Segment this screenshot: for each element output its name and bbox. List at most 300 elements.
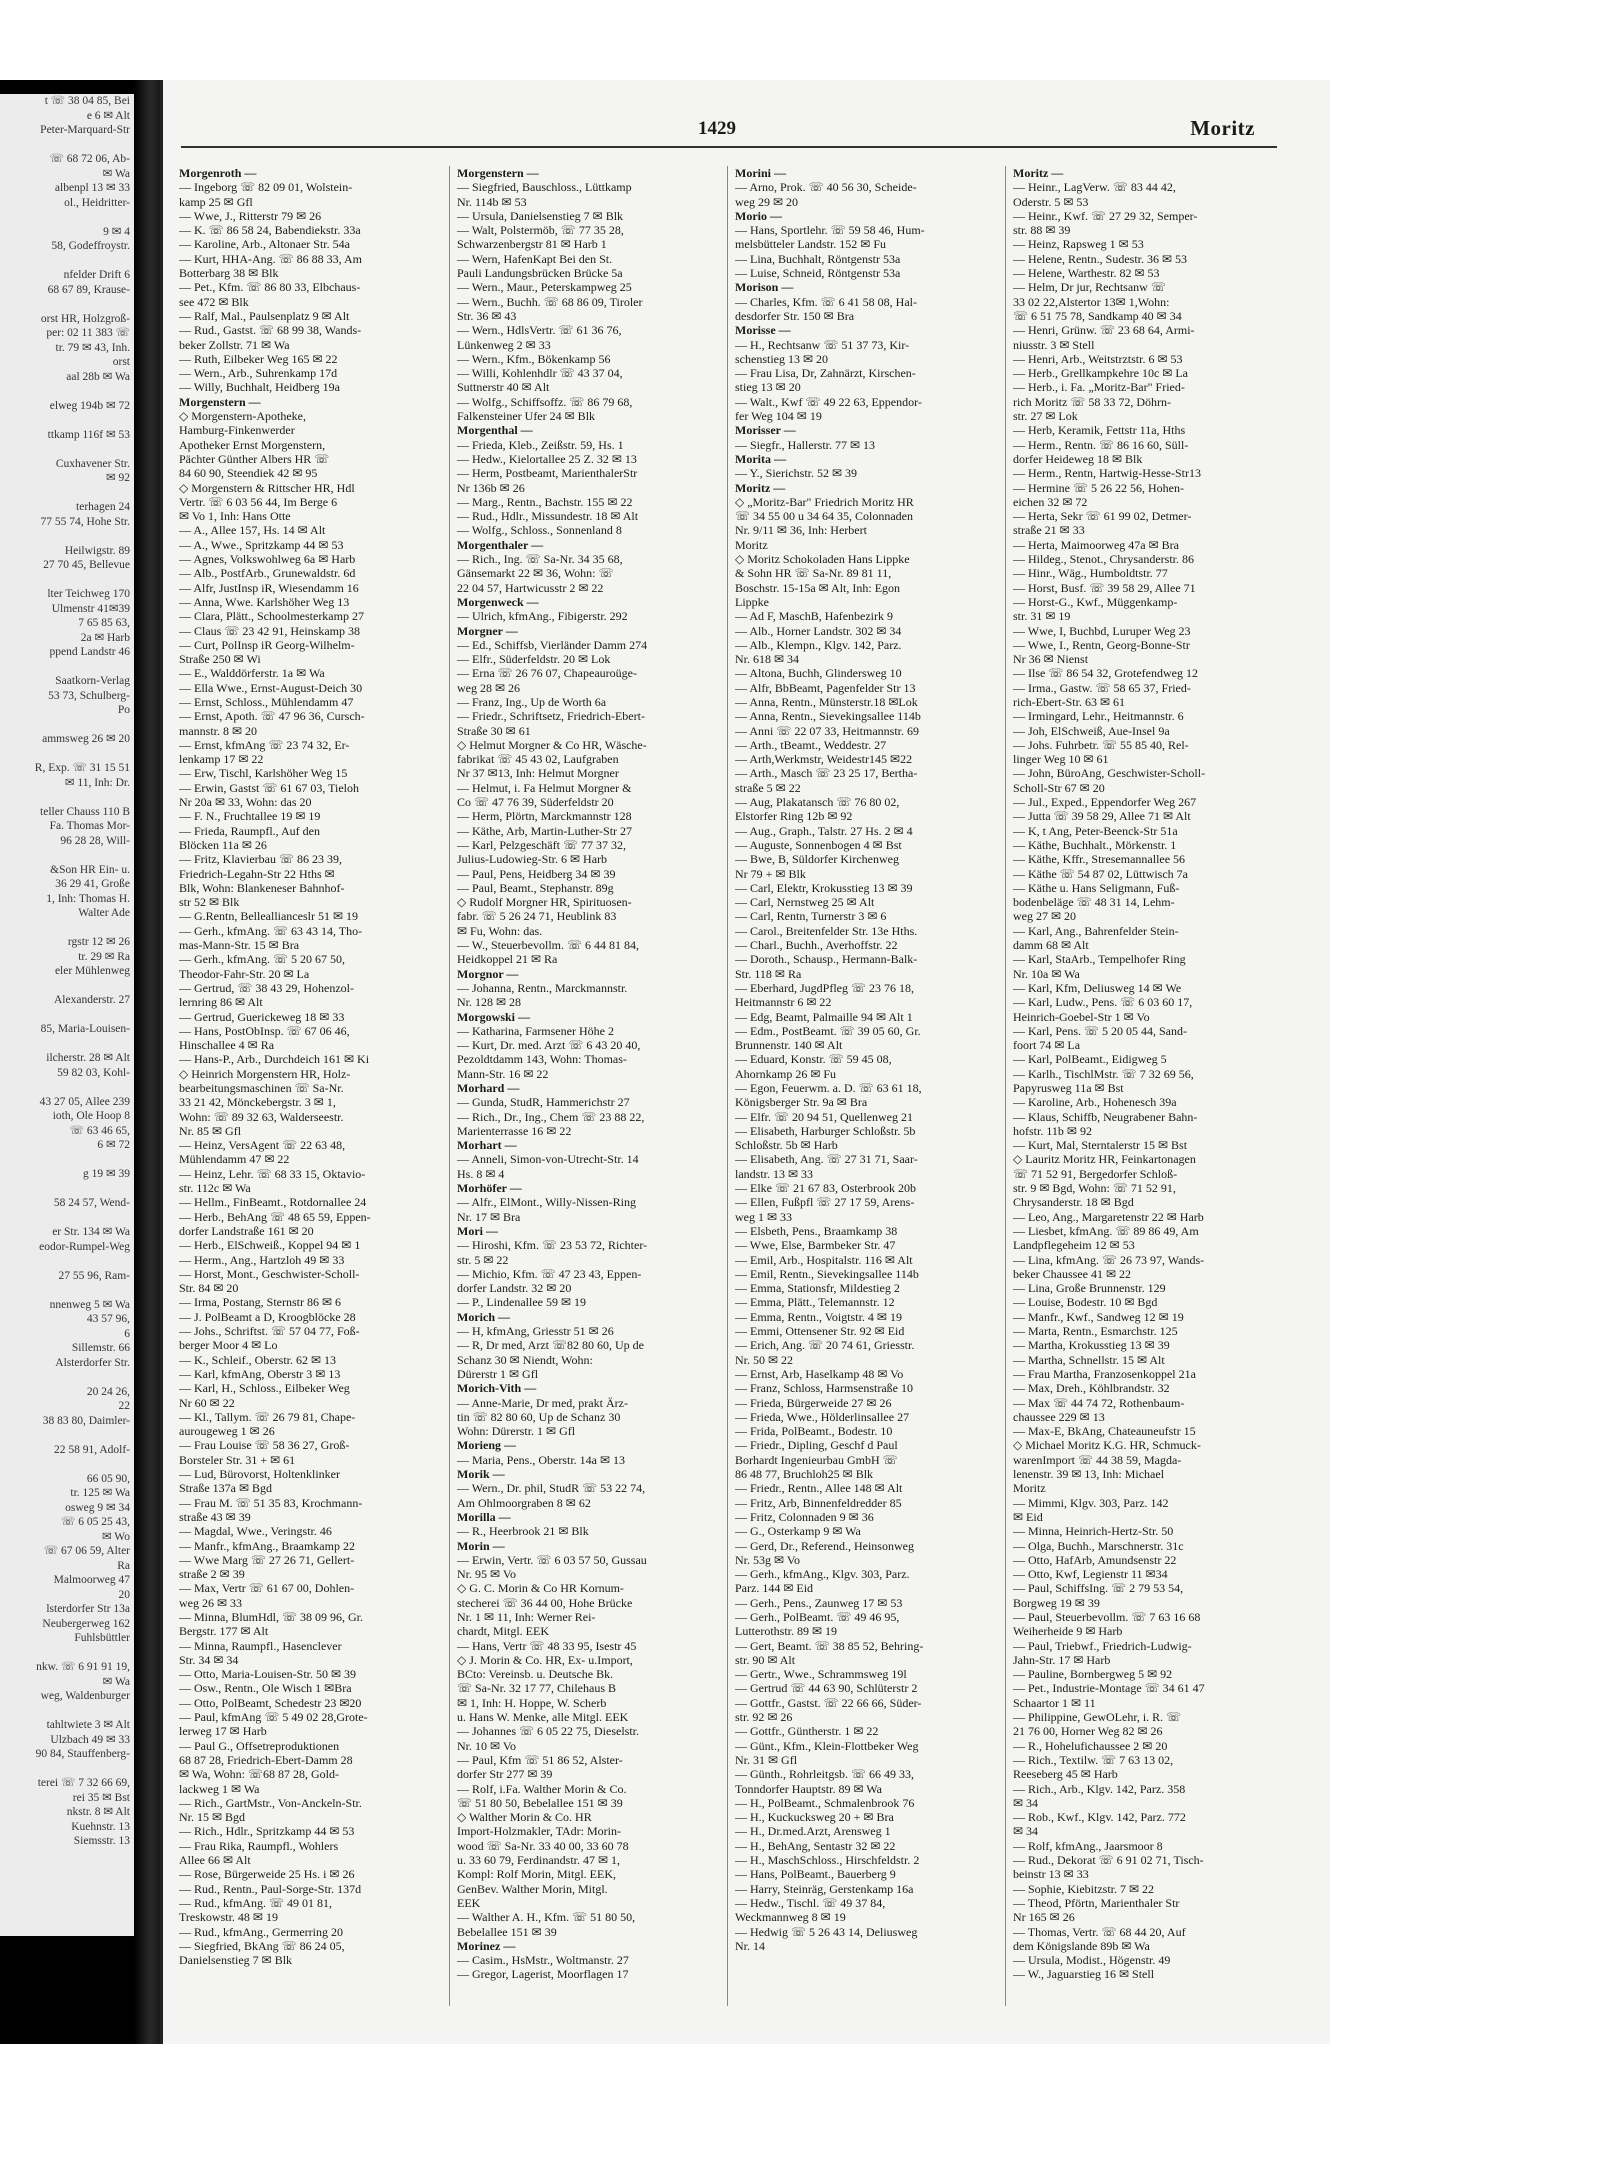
directory-line: — Horst, Mont., Geschwister-Scholl-	[179, 1266, 360, 1281]
margin-fragment: Alsterdorfer Str.	[55, 1356, 130, 1369]
margin-fragment: orst HR, Holzgroß-	[40, 312, 130, 325]
directory-line: — Rich., Dr., Ing., Chem ☏ 23 88 22,	[457, 1109, 645, 1124]
margin-fragment: ppend Landstr 46	[49, 646, 130, 658]
directory-line: — Herm, Postbeamt, MarienthalerStr	[457, 466, 638, 481]
directory-line: — Max-E, BkAng, Chateauneufstr 15	[1013, 1424, 1196, 1439]
margin-fragment: 85, Maria-Louisen-	[40, 1023, 130, 1035]
directory-line: Nr 36 ✉ Nienst	[1013, 652, 1089, 667]
directory-line: dorfer Landstr. 32 ✉ 20	[457, 1281, 572, 1296]
directory-line: — K, t Ang, Peter-Beenck-Str 51a	[1013, 823, 1178, 838]
directory-line: — Horst-G., Kwf., Müggenkamp-	[1013, 594, 1178, 609]
margin-fragment: teller Chauss 110 B	[40, 805, 130, 818]
directory-line: ✉ Wa, Wohn: ☏68 87 28, Gold-	[179, 1767, 340, 1782]
margin-fragment: 36 29 41, Große	[55, 878, 130, 890]
margin-fragment: nfelder Drift 6	[63, 269, 130, 281]
directory-line: — Ernst, Arb, Haselkamp 48 ✉ Vo	[735, 1366, 904, 1381]
margin-fragment: terhagen 24	[76, 501, 130, 513]
directory-line: ◇ J. Morin & Co. HR, Ex- u.Import,	[457, 1652, 633, 1667]
margin-fragment: albenpl 13 ✉ 33	[54, 182, 130, 194]
directory-column-3	[735, 166, 997, 2006]
margin-fragment: 96 28 28, Will-	[60, 834, 130, 847]
directory-line: — Wern., Dr. phil, StudR ☏ 53 22 74,	[457, 1481, 646, 1496]
directory-line: — Herb., Grellkampkehre 10c ✉ La	[1013, 366, 1188, 381]
directory-line: — Magdal, Wwe., Veringstr. 46	[179, 1524, 332, 1539]
directory-line: — Alb., PostfArb., Grunewaldstr. 6d	[179, 566, 356, 581]
directory-line: — Herta, Sekr ☏ 61 99 02, Detmer-	[1013, 509, 1192, 524]
directory-line: — Rud., Gastst. ☏ 68 99 38, Wands-	[179, 323, 362, 338]
directory-line: — Arth,Werkmstr, Weidestr145 ✉22	[735, 752, 913, 767]
margin-fragment: Fuhlsbüttler	[74, 1632, 130, 1644]
directory-line: ☏ 6 51 75 78, Sandkamp 40 ✉ 34	[1013, 308, 1182, 323]
margin-fragment: nkstr. 8 ✉ Alt	[66, 1806, 130, 1818]
directory-line: — Paul, kfmAng ☏ 5 49 02 28,Grote-	[179, 1710, 368, 1725]
margin-fragment: 43 27 05, Allee 239	[39, 1095, 130, 1108]
directory-line: — Katharina, Farmsener Höhe 2	[457, 1023, 614, 1038]
directory-line: — Rich., Arb., Klgv. 142, Parz. 358	[1013, 1781, 1186, 1796]
directory-line: — R., Heerbrook 21 ✉ Blk	[457, 1524, 589, 1539]
margin-fragment: rei 35 ✉ Bst	[72, 1791, 130, 1804]
margin-fragment: R, Exp. ☏ 31 15 51	[34, 762, 130, 774]
directory-line: — Anne-Marie, Dr med, prakt Ärz-	[457, 1395, 628, 1410]
directory-line: Morison —	[735, 280, 794, 295]
directory-line: chaussee 229 ✉ 13	[1013, 1409, 1105, 1424]
margin-fragment: 20	[118, 1588, 130, 1601]
directory-line: — Alb., Horner Landstr. 302 ✉ 34	[735, 623, 902, 638]
directory-line: — Elke ☏ 21 67 83, Osterbrook 20b	[735, 1181, 916, 1196]
directory-line: — Karoline, Arb., Altonaer Str. 54a	[179, 237, 350, 252]
directory-line: — Herm., Rentn. ☏ 86 16 60, Süll-	[1013, 437, 1189, 452]
margin-fragment: Malmoorweg 47	[53, 1574, 130, 1586]
directory-line: Nr. 50 ✉ 22	[735, 1352, 794, 1367]
directory-line: Weckmannweg 8 ✉ 19	[735, 1910, 846, 1925]
directory-line: — K. ☏ 86 58 24, Babendiekstr. 33a	[179, 223, 361, 238]
directory-line: ☏ 51 80 50, Bebelallee 151 ✉ 39	[457, 1795, 623, 1810]
directory-line: str. 112c ✉ Wa	[179, 1181, 251, 1196]
directory-line: — Frieda, Bürgerweide 27 ✉ 26	[735, 1395, 892, 1410]
directory-line: — Pauline, Bornbergweg 5 ✉ 92	[1013, 1667, 1173, 1682]
directory-line: — Friedr., Dipling, Geschf d Paul	[735, 1438, 898, 1453]
margin-fragment: e 6 ✉ Alt	[86, 109, 130, 122]
directory-line: ✉ 34	[1013, 1824, 1039, 1839]
directory-line: — Johs., Schriftst. ☏ 57 04 77, Foß-	[179, 1324, 360, 1339]
directory-line: Morilla —	[457, 1509, 511, 1524]
directory-line: ◇ Rudolf Morgner HR, Spirituosen-	[457, 895, 632, 910]
directory-line: — Rud., kfmAng., Germerring 20	[179, 1924, 343, 1939]
directory-line: — Alfr, JustInsp iR, Wiesendamm 16	[179, 580, 359, 595]
directory-line: — Lina, Buchhalt, Röntgenstr 53a	[735, 251, 901, 266]
directory-line: — Marta, Rentn., Esmarchstr. 125	[1013, 1324, 1178, 1339]
directory-line: lerweg 17 ✉ Harb	[179, 1724, 267, 1739]
directory-line: Moritz	[1013, 1481, 1046, 1496]
directory-line: str. 31 ✉ 19	[1013, 609, 1071, 624]
directory-line: — Karl, Ludw., Pens. ☏ 6 03 60 17,	[1013, 995, 1193, 1010]
directory-column-4	[1013, 166, 1275, 2006]
directory-line: — H, kfmAng, Griesstr 51 ✉ 26	[457, 1324, 614, 1339]
directory-line: — Käthe, Arb, Martin-Luther-Str 27	[457, 823, 633, 838]
directory-line: Kompl: Rolf Morin, Mitgl. EEK,	[457, 1867, 616, 1882]
directory-line: — Hildeg., Stenot., Chrysanderstr. 86	[1013, 552, 1194, 567]
directory-line: — Wwe, J., Ritterstr 79 ✉ 26	[179, 208, 322, 223]
directory-line: Gänsemarkt 22 ✉ 36, Wohn: ☏	[457, 566, 614, 581]
margin-fragment: Ulzbach 49 ✉ 33	[50, 1733, 130, 1746]
directory-line: Tonndorfer Hauptstr. 89 ✉ Wa	[735, 1781, 882, 1796]
directory-line: weg 28 ✉ 26	[457, 680, 521, 695]
directory-line: GenBev. Walther Morin, Mitgl.	[457, 1881, 608, 1896]
directory-line: — Hans, Sportlehr. ☏ 59 58 46, Hum-	[735, 223, 925, 238]
directory-line: ✉ Fu, Wohn: das.	[457, 923, 543, 938]
margin-fragment: eler Mühlenweg	[54, 965, 130, 977]
directory-line: Nr. 95 ✉ Vo	[457, 1567, 516, 1582]
margin-fragment: ✉ Wa	[102, 1675, 130, 1688]
directory-line: — Käthe ☏ 54 87 02, Lüttwisch 7a	[1013, 866, 1188, 881]
margin-fragment: 6 ✉ 72	[97, 1139, 130, 1151]
margin-fragment: Ulmenstr 41✉39	[51, 602, 130, 615]
directory-line: — Ed., Schiffsb, Vierländer Damm 274	[457, 637, 648, 652]
directory-line: — Lina, kfmAng. ☏ 26 73 97, Wands-	[1013, 1252, 1205, 1267]
directory-line: — Kurt, HHA-Ang. ☏ 86 88 33, Am	[179, 251, 362, 266]
directory-line: beinstr 13 ✉ 33	[1013, 1867, 1089, 1882]
directory-line: Vertr. ☏ 6 03 56 44, Im Berge 6	[179, 494, 338, 509]
directory-line: — Auguste, Sonnenbogen 4 ✉ Bst	[735, 837, 902, 852]
directory-line: — Rud., Dekorat ☏ 6 91 02 71, Tisch-	[1013, 1853, 1204, 1868]
directory-line: fabrikat ☏ 45 43 02, Laufgraben	[457, 752, 619, 767]
directory-line: Oderstr. 5 ✉ 53	[1013, 194, 1089, 209]
directory-line: — Herm, Plörtn, Marckmannstr 128	[457, 809, 632, 824]
margin-fragment: tr. 29 ✉ Ra	[78, 950, 130, 963]
directory-line: chardt, Mitgl. EEK	[457, 1624, 549, 1639]
directory-line: & Sohn HR ☏ Sa-Nr. 89 81 11,	[735, 566, 892, 581]
directory-line: — H., PolBeamt., Schmalenbrook 76	[735, 1795, 915, 1810]
directory-line: Morgenstern —	[179, 394, 261, 409]
directory-line: — Frau Martha, Franzosenkoppel 21a	[1013, 1366, 1196, 1381]
directory-line: — Mimmi, Klgv. 303, Parz. 142	[1013, 1495, 1169, 1510]
directory-line: Jahn-Str. 17 ✉ Harb	[1013, 1652, 1111, 1667]
margin-fragment: nnenweg 5 ✉ Wa	[49, 1298, 130, 1311]
directory-line: lenenstr. 39 ✉ 13, Inh: Michael	[1013, 1467, 1165, 1482]
directory-line: Lünkenweg 2 ✉ 33	[457, 337, 551, 352]
directory-line: — Friedr., Rentn., Allee 148 ✉ Alt	[735, 1481, 903, 1496]
directory-line: — Eberhard, JugdPfleg ☏ 23 76 18,	[735, 980, 914, 995]
directory-line: — Käthe u. Hans Seligmann, Fuß-	[1013, 880, 1180, 895]
directory-line: — Eduard, Konstr. ☏ 59 45 08,	[735, 1052, 892, 1067]
directory-line: Scholl-Str 67 ✉ 20	[1013, 780, 1105, 795]
directory-line: — Aug., Graph., Talstr. 27 Hs. 2 ✉ 4	[735, 823, 913, 838]
directory-line: Friedrich-Legahn-Str 22 Hths ✉	[179, 866, 335, 881]
directory-line: — Klaus, Schiffb, Neugrabener Bahn-	[1013, 1109, 1198, 1124]
directory-line: — Carl, Nernstweg 25 ✉ Alt	[735, 895, 875, 910]
directory-line: — Ernst, kfmAng ☏ 23 74 32, Er-	[179, 737, 350, 752]
directory-line: — Anna, Rentn., Sievekingsallee 114b	[735, 709, 921, 724]
directory-line: Parz. 144 ✉ Eid	[735, 1581, 814, 1596]
directory-line: — Helmut, i. Fa Helmut Morgner &	[457, 780, 632, 795]
directory-line: — Anna, Rentn., Münsterstr.18 ✉Lok	[735, 694, 918, 709]
directory-line: ◇ Morgenstern & Rittscher HR, Hdl	[179, 480, 355, 495]
directory-line: — Paul G., Offsetreproduktionen	[179, 1738, 340, 1753]
directory-column-2	[457, 166, 719, 2006]
directory-line: dem Königslande 89b ✉ Wa	[1013, 1938, 1150, 1953]
directory-line: straße 2 ✉ 39	[179, 1567, 245, 1582]
directory-line: — Ralf, Mal., Paulsenplatz 9 ✉ Alt	[179, 308, 350, 323]
directory-line: Julius-Ludowieg-Str. 6 ✉ Harb	[457, 852, 608, 867]
directory-line: ✉ Vo 1, Inh: Hans Otte	[179, 509, 291, 524]
directory-line: — Walt, Polstermöb, ☏ 77 35 28,	[457, 223, 624, 238]
margin-fragment: Ra	[117, 1559, 130, 1572]
margin-fragment: ☏ 67 06 59, Alter	[43, 1545, 130, 1557]
directory-line: — Ursula, Danielsenstieg 7 ✉ Blk	[457, 208, 624, 223]
directory-line: — Gunda, StudR, Hammerichstr 27	[457, 1095, 630, 1110]
directory-line: — Frieda, Kleb., Zeißstr. 59, Hs. 1	[457, 437, 624, 452]
directory-line: — Marg., Rentn., Bachstr. 155 ✉ 22	[457, 494, 633, 509]
directory-line: Wohn: Dürerstr. 1 ✉ Gfl	[457, 1424, 576, 1439]
directory-line: — Pet., Industrie-Montage ☏ 34 61 47	[1013, 1681, 1205, 1696]
directory-line: u. 33 60 79, Ferdinandstr. 47 ✉ 1,	[457, 1853, 621, 1868]
directory-line: — Liesbet, kfmAng. ☏ 89 86 49, Am	[1013, 1223, 1199, 1238]
margin-fragment: rgstr 12 ✉ 26	[67, 936, 130, 948]
directory-line: — Rolf, kfmAng., Jaarsmoor 8	[1013, 1838, 1163, 1853]
directory-line: — H., MaschSchloss., Hirschfeldstr. 2	[735, 1853, 920, 1868]
directory-line: — Henri, Grünw. ☏ 23 68 64, Armi-	[1013, 323, 1195, 338]
directory-line: — Carol., Breitenfelder Str. 13e Hths.	[735, 923, 918, 938]
margin-fragment: 20 24 26,	[86, 1385, 130, 1398]
directory-line: — Horst, Busf. ☏ 39 58 29, Allee 71	[1013, 580, 1196, 595]
directory-line: Wohn: ☏ 89 32 63, Walderseestr.	[179, 1109, 344, 1124]
directory-line: Nr. 31 ✉ Gfl	[735, 1752, 798, 1767]
directory-line: — Johs. Fuhrbetr. ☏ 55 85 40, Rel-	[1013, 737, 1189, 752]
directory-line: — Heinz, Lehr. ☏ 68 33 15, Oktavio-	[179, 1166, 366, 1181]
directory-line: — Karl, kfmAng, Oberstr 3 ✉ 13	[179, 1366, 341, 1381]
directory-line: tin ☏ 82 80 60, Up de Schanz 30	[457, 1409, 621, 1424]
directory-line: — Paul, SchiffsIng. ☏ 2 79 53 54,	[1013, 1581, 1184, 1596]
directory-line: — Karl, H., Schloss., Eilbeker Weg	[179, 1381, 350, 1396]
directory-line: Heidkoppel 21 ✉ Ra	[457, 952, 558, 967]
directory-line: Nr. 114b ✉ 53	[457, 194, 527, 209]
directory-line: — Alb., Klempn., Klgv. 142, Parz.	[735, 637, 902, 652]
margin-fragment: Sillemstr. 66	[71, 1342, 130, 1354]
directory-line: — Rud., Hdlr., Missundestr. 18 ✉ Alt	[457, 509, 639, 524]
directory-line: weg 1 ✉ 33	[735, 1209, 793, 1224]
directory-line: Dürerstr 1 ✉ Gfl	[457, 1366, 539, 1381]
directory-line: — H., Kuckucksweg 20 + ✉ Bra	[735, 1810, 894, 1825]
margin-fragment: ioth, Ole Hoop 8	[52, 1110, 130, 1122]
directory-line: niusstr. 3 ✉ Stell	[1013, 337, 1095, 352]
margin-fragment: aal 28b ✉ Wa	[66, 370, 130, 383]
directory-line: — Franz, Schloss, Harmsenstraße 10	[735, 1381, 913, 1396]
directory-line: — Ilse ☏ 86 54 32, Grotefendweg 12	[1013, 666, 1198, 681]
directory-line: Morisser —	[735, 423, 796, 438]
directory-line: — Lina, Große Brunnenstr. 129	[1013, 1281, 1166, 1296]
directory-line: Moritz —	[735, 480, 786, 495]
directory-line: — Gertrud, ☏ 38 43 29, Hohenzol-	[179, 980, 354, 995]
directory-line: weg 26 ✉ 33	[179, 1595, 243, 1610]
directory-line: — Anni ☏ 22 07 33, Heitmannstr. 69	[735, 723, 920, 738]
directory-line: foort 74 ✉ La	[1013, 1038, 1081, 1053]
directory-line: — Altona, Buchh, Glindersweg 10	[735, 666, 902, 681]
directory-line: Moritz —	[1013, 166, 1064, 180]
directory-line: — Theod, Pförtn, Marienthaler Str	[1013, 1895, 1180, 1910]
directory-line: — Günth., Rohrleitgsb. ☏ 66 49 33,	[735, 1767, 915, 1782]
directory-line: str. 9 ✉ Bgd, Wohn: ☏ 71 52 91,	[1013, 1181, 1176, 1196]
directory-line: — Kurt, Dr. med. Arzt ☏ 6 43 20 40,	[457, 1038, 641, 1053]
directory-line: — Elisabeth, Harburger Schloßstr. 5b	[735, 1123, 916, 1138]
margin-fragment: 9 ✉ 4	[103, 225, 130, 238]
directory-line: — Minna, Raumpfl., Hasenclever	[179, 1638, 342, 1653]
directory-line: — Wern., Arb., Suhrenkamp 17d	[179, 366, 338, 381]
directory-line: — Heinr., Kwf. ☏ 27 29 32, Semper-	[1013, 208, 1198, 223]
directory-line: — Erwin, Vertr. ☏ 6 03 57 50, Gussau	[457, 1552, 647, 1567]
directory-line: lenkamp 17 ✉ 22	[179, 752, 264, 767]
directory-line: Schaartor 1 ✉ 11	[1013, 1695, 1096, 1710]
directory-line: — Max, Vertr ☏ 61 67 00, Dohlen-	[179, 1581, 355, 1596]
directory-line: — Hinr., Wäg., Humboldtstr. 77	[1013, 566, 1168, 581]
directory-line: — Herm., Rentn, Hartwig-Hesse-Str13	[1013, 466, 1201, 481]
directory-line: Pächter Günther Albers HR ☏	[179, 451, 330, 466]
directory-line: — Maria, Pens., Oberstr. 14a ✉ 13	[457, 1452, 626, 1467]
directory-line: — Walther A. H., Kfm. ☏ 51 80 50,	[457, 1910, 636, 1925]
column-separator	[1005, 166, 1006, 2006]
directory-line: Weiherheide 9 ✉ Harb	[1013, 1624, 1123, 1639]
directory-line: — K., Schleif., Oberstr. 62 ✉ 13	[179, 1352, 337, 1367]
directory-line: — Harry, Steinräg, Gerstenkamp 16a	[735, 1881, 914, 1896]
directory-line: — Emma, Plätt., Telemannstr. 12	[735, 1295, 895, 1310]
directory-line: Moritz	[735, 537, 768, 552]
margin-fragment: Fa. Thomas Mor-	[49, 820, 130, 832]
margin-fragment: 22	[118, 1400, 130, 1412]
margin-fragment: osweg 9 ✉ 34	[65, 1501, 130, 1514]
header-rule	[181, 146, 1277, 148]
directory-line: Nr. 9/11 ✉ 36, Inh: Herbert	[735, 523, 867, 538]
directory-line: beker Zollstr. 71 ✉ Wa	[179, 337, 290, 352]
directory-line: — Gerh., kfmAng. ☏ 63 43 14, Tho-	[179, 923, 363, 938]
directory-line: Morgenthaler —	[457, 537, 544, 552]
directory-line: — Martha, Schnellstr. 15 ✉ Alt	[1013, 1352, 1165, 1367]
directory-line: 86 48 77, Bruchloh25 ✉ Blk	[735, 1467, 874, 1482]
directory-line: — Ernst, Apoth. ☏ 47 96 36, Cursch-	[179, 709, 365, 724]
directory-line: — Gert, Beamt. ☏ 38 85 52, Behring-	[735, 1638, 924, 1653]
margin-fragment: 66 05 90,	[86, 1472, 130, 1485]
directory-line: — W., Steuerbevollm. ☏ 6 44 81 84,	[457, 938, 639, 953]
directory-line: Lippke	[735, 594, 769, 609]
directory-line: — Wwe, I, Buchbd, Luruper Weg 23	[1013, 623, 1191, 638]
margin-fragment: 68 67 89, Krause-	[47, 283, 130, 296]
directory-line: mannstr. 8 ✉ 20	[179, 723, 258, 738]
directory-line: Morisse —	[735, 323, 791, 338]
directory-line: fabr. ☏ 5 26 24 71, Heublink 83	[457, 909, 617, 924]
margin-fragment: per: 02 11 383 ☏	[46, 327, 130, 339]
margin-fragment: eodor-Rumpel-Weg	[39, 1240, 130, 1253]
directory-line: ◇ Helmut Morgner & Co HR, Wäsche-	[457, 737, 647, 752]
directory-line: — H., Rechtsanw ☏ 51 37 73, Kir-	[735, 337, 910, 352]
margin-fragment: Kuehnstr. 13	[71, 1820, 130, 1833]
directory-line: — Siegfr., Hallerstr. 77 ✉ 13	[735, 437, 876, 452]
directory-line: Morieng —	[457, 1438, 516, 1453]
directory-line: melsbütteler Landstr. 152 ✉ Fu	[735, 237, 887, 252]
directory-line: — Siegfried, BkAng ☏ 86 24 05,	[179, 1938, 345, 1953]
directory-line: — Frau Louise ☏ 58 36 27, Groß-	[179, 1438, 350, 1453]
directory-line: — Rud., Rentn., Paul-Sorge-Str. 137d	[179, 1881, 362, 1896]
directory-line: — R., Hohelufichaussee 2 ✉ 20	[1013, 1738, 1168, 1753]
directory-line: warenImport ☏ 44 38 59, Magda-	[1013, 1452, 1182, 1467]
directory-line: stieg 13 ✉ 20	[735, 380, 801, 395]
directory-line: — Emma, Rentn., Voigtstr. 4 ✉ 19	[735, 1309, 902, 1324]
directory-line: — J. PolBeamt a D, Kroogblöcke 28	[179, 1309, 356, 1324]
directory-line: Morita —	[735, 451, 786, 466]
margin-fragment: ✉ Wo	[102, 1530, 130, 1543]
directory-line: linger Weg 10 ✉ 61	[1013, 752, 1109, 767]
directory-line: 68 87 28, Friedrich-Ebert-Damm 28	[179, 1752, 353, 1767]
directory-line: — Irma., Gastw. ☏ 58 65 37, Fried-	[1013, 680, 1191, 695]
margin-fragment: 22 58 91, Adolf-	[53, 1443, 130, 1456]
directory-line: — Elsbeth, Pens., Braamkamp 38	[735, 1223, 898, 1238]
directory-line: — Gerd, Dr., Referend., Heinsonweg	[735, 1538, 914, 1553]
directory-line: desdorfer Str. 150 ✉ Bra	[735, 308, 855, 323]
directory-line: — Arth., tBeamt., Weddestr. 27	[735, 737, 887, 752]
directory-line: — Charles, Kfm. ☏ 6 41 58 08, Hal-	[735, 294, 917, 309]
directory-line: str 52 ✉ Blk	[179, 895, 240, 910]
directory-line: — Gertrud, Guerickeweg 18 ✉ 33	[179, 1009, 345, 1024]
directory-line: Str. 118 ✉ Ra	[735, 966, 802, 981]
directory-line: — Wwe Marg ☏ 27 26 71, Gellert-	[179, 1552, 355, 1567]
directory-line: — H., BehAng, Sentastr 32 ✉ 22	[735, 1838, 896, 1853]
directory-line: — Paul, Steuerbevollm. ☏ 7 63 16 68	[1013, 1609, 1201, 1624]
directory-line: Heinrich-Goebel-Str 1 ✉ Vo	[1013, 1009, 1150, 1024]
directory-line: — Gertrud ☏ 44 63 90, Schlüterstr 2	[735, 1681, 918, 1696]
directory-line: — Wwe, I., Rentn, Georg-Bonne-Str	[1013, 637, 1190, 652]
margin-fragment: er Str. 134 ✉ Wa	[52, 1226, 130, 1238]
scan-background	[0, 80, 1330, 2044]
margin-fragment: Saatkorn-Verlag	[55, 675, 130, 687]
directory-line: — Gottfr., Gastst. ☏ 22 66 66, Süder-	[735, 1695, 922, 1710]
directory-line: Morich —	[457, 1309, 510, 1324]
directory-line: str. 92 ✉ 26	[735, 1710, 793, 1725]
directory-line: — Arth., Masch ☏ 23 25 17, Berthа-	[735, 766, 918, 781]
directory-line: — Gregor, Lagerist, Moorflagen 17	[457, 1967, 629, 1982]
directory-line: — Ernst, Schloss., Mühlendamm 47	[179, 694, 354, 709]
directory-page	[160, 80, 1330, 2044]
directory-line: — Karl, StaArb., Tempelhofer Ring	[1013, 952, 1186, 967]
directory-line: beker Chaussee 41 ✉ 22	[1013, 1266, 1132, 1281]
directory-line: — Arno, Prok. ☏ 40 56 30, Scheide-	[735, 180, 917, 195]
directory-line: Co ☏ 47 76 39, Süderfeldstr 20	[457, 795, 614, 810]
directory-line: — Sophie, Kiebitzstr. 7 ✉ 22	[1013, 1881, 1155, 1896]
directory-line: Str. 34 ✉ 34	[179, 1652, 239, 1667]
margin-fragment: ✉ Wa	[102, 167, 130, 180]
margin-fragment: 53 73, Schulberg-	[48, 689, 130, 702]
directory-line: Morgner —	[457, 623, 518, 638]
directory-line: — Heinz, VersAgent ☏ 22 63 48,	[179, 1138, 346, 1153]
directory-line: — Hiroshi, Kfm. ☏ 23 53 72, Richter-	[457, 1238, 648, 1253]
directory-line: — Günt., Kfm., Klein-Flottbeker Weg	[735, 1738, 919, 1753]
directory-line: wood ☏ Sa-Nr. 33 40 00, 33 60 78	[457, 1838, 629, 1853]
directory-line: Nr 165 ✉ 26	[1013, 1910, 1075, 1925]
directory-line: — Siegfried, Bauschloss., Lüttkamp	[457, 180, 632, 195]
directory-line: Nr. 618 ✉ 34	[735, 652, 800, 667]
directory-line: Nr. 15 ✉ Bgd	[179, 1810, 246, 1825]
directory-line: straße 43 ✉ 39	[179, 1509, 251, 1524]
page-number: 1429	[698, 118, 736, 139]
directory-line: Schanz 30 ✉ Niendt, Wohn:	[457, 1352, 593, 1367]
directory-line: Nr. 1 ✉ 11, Inh: Werner Rei-	[457, 1609, 596, 1624]
directory-line: bodenbeläge ☏ 48 31 14, Lehm-	[1013, 895, 1175, 910]
directory-line: — Friedr., Schriftsetz, Friedrich-Ebert-	[457, 709, 645, 724]
margin-fragment: Alexanderstr. 27	[53, 994, 130, 1006]
directory-line: Bebelallee 151 ✉ 39	[457, 1924, 557, 1939]
directory-line: — Y., Sierichstr. 52 ✉ 39	[735, 466, 858, 481]
directory-line: ☏ 34 55 00 u 34 64 35, Colonnaden	[735, 509, 913, 524]
directory-line: Straße 30 ✉ 61	[457, 723, 531, 738]
directory-line: kamp 25 ✉ Gfl	[179, 194, 253, 209]
directory-line: — Käthe, Buchhalt., Mörkenstr. 1	[1013, 837, 1177, 852]
margin-fragment: 58 24 57, Wend-	[53, 1197, 130, 1209]
